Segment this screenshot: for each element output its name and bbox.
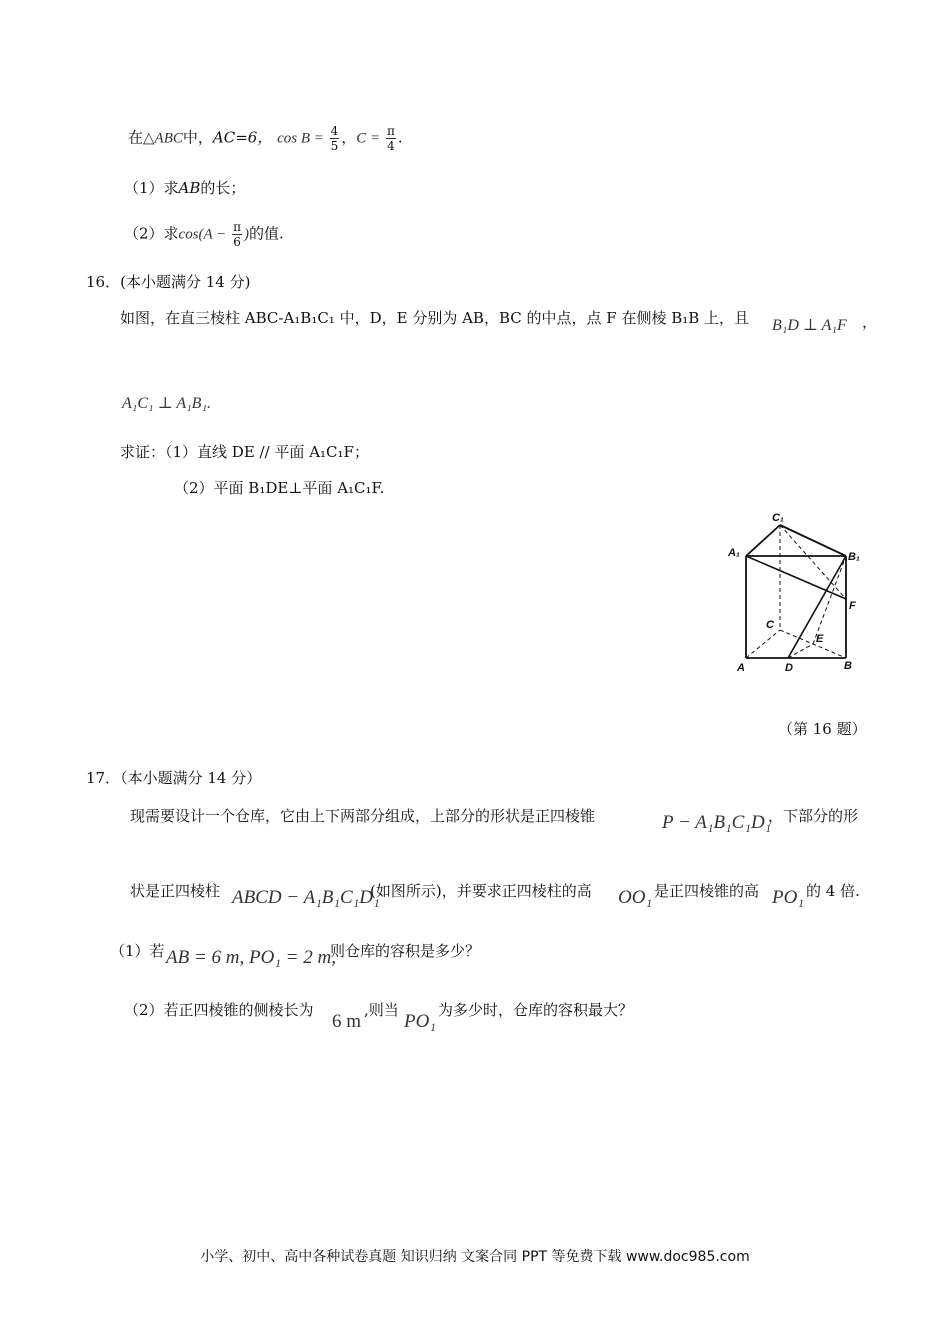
segment-a1-f — [746, 556, 846, 599]
q17-prism-height: OO₁ — [618, 887, 653, 908]
q17-line2: 状是正四棱柱 — [130, 882, 221, 900]
label-e: E — [816, 633, 824, 645]
q17-part2-mid: ,则当 — [364, 1001, 399, 1019]
q17-part1-expr: AB = 6 m, PO₁ = 2 m, — [166, 947, 336, 968]
fraction-4-5: $\frac{4}{5}$ — [330, 124, 339, 153]
q17-part2-end: 为多少时，仓库的容积最大？ — [438, 1001, 634, 1019]
q17-part2: （2）若正四棱锥的侧棱长为 — [124, 1001, 314, 1019]
q16-condition1: B₁D ⊥ A₁F — [772, 317, 847, 334]
label-c1: C₁ — [772, 512, 784, 524]
q17-line1: 现需要设计一个仓库，它由上下两部分组成，上部分的形状是正四棱锥 — [130, 807, 596, 825]
fraction-pi-4: $\frac{\pi}{4}$ — [386, 124, 395, 153]
q17-line1-end: ，下部分的形 — [768, 807, 859, 825]
q16-condition1-end: ， — [862, 313, 878, 331]
q16-figure-caption: （第 16 题） — [778, 720, 867, 738]
prism-figure — [726, 508, 866, 678]
q15-part2: （2）求cos(A − $\frac{\pi}{6}$ )的值. — [124, 220, 284, 249]
q17-part2-height: PO₁ — [404, 1011, 436, 1032]
segment-c1-f — [780, 525, 846, 599]
q17-part2-length: 6 m — [332, 1011, 362, 1032]
label-b: B — [844, 660, 852, 672]
label-b1: B₁ — [848, 551, 860, 563]
q17-pyramid-height: PO₁ — [772, 887, 804, 908]
q16-proof-1: 求证：（1）直线 DE // 平面 A₁C₁F； — [120, 443, 369, 461]
label-c: C — [766, 619, 774, 631]
q15-statement: 在△ABC中，AC=6， cos B = $\frac{4}{5}$ ，C = $\frac{\pi}{4}$ . — [128, 124, 403, 153]
triangle-abc: △ABC — [143, 130, 183, 147]
q17-line2-end: 的 4 倍. — [806, 882, 860, 900]
fraction-pi-6: $\frac{\pi}{6}$ — [233, 220, 241, 249]
q17-prism-expr: ABCD − A₁B₁C₁D₁ — [232, 887, 380, 908]
q16-line1: 如图，在直三棱柱 ABC-A₁B₁C₁ 中，D，E 分别为 AB，BC 的中点，点 F 在侧棱 B₁B 上，且 — [120, 309, 750, 327]
q16-header: 16．(本小题满分 14 分) — [86, 273, 251, 291]
edge-a1-c1 — [746, 525, 780, 556]
q17-line2-mid2: 是正四棱锥的高 — [654, 882, 760, 900]
q16-condition2: A₁C₁ ⊥ A₁B₁. — [122, 395, 211, 412]
edge-c1-b1 — [780, 525, 846, 556]
q17-part1-end: 则仓库的容积是多少？ — [330, 942, 481, 960]
q17-header: 17．（本小题满分 14 分） — [86, 769, 262, 787]
label-a: A — [737, 662, 745, 674]
label-f: F — [849, 600, 856, 612]
segment-e-b1 — [813, 556, 846, 644]
label-a1: A₁ — [728, 547, 740, 559]
q17-line2-mid: (如图所示)，并要求正四棱柱的高 — [370, 882, 592, 900]
q15-part1: （1）求AB的长； — [124, 179, 246, 197]
label-d: D — [785, 662, 793, 674]
q16-proof-2: （2）平面 B₁DE⊥平面 A₁C₁F. — [174, 479, 385, 497]
page-footer: 小学、初中、高中各种试卷真题 知识归纳 文案合同 PPT 等免费下载 www.doc985.com — [200, 1249, 750, 1265]
q17-part1: （1）若 — [110, 942, 165, 960]
edge-a-c — [746, 630, 780, 658]
q17-pyramid-expr: P − A₁B₁C₁D₁ — [662, 812, 772, 833]
